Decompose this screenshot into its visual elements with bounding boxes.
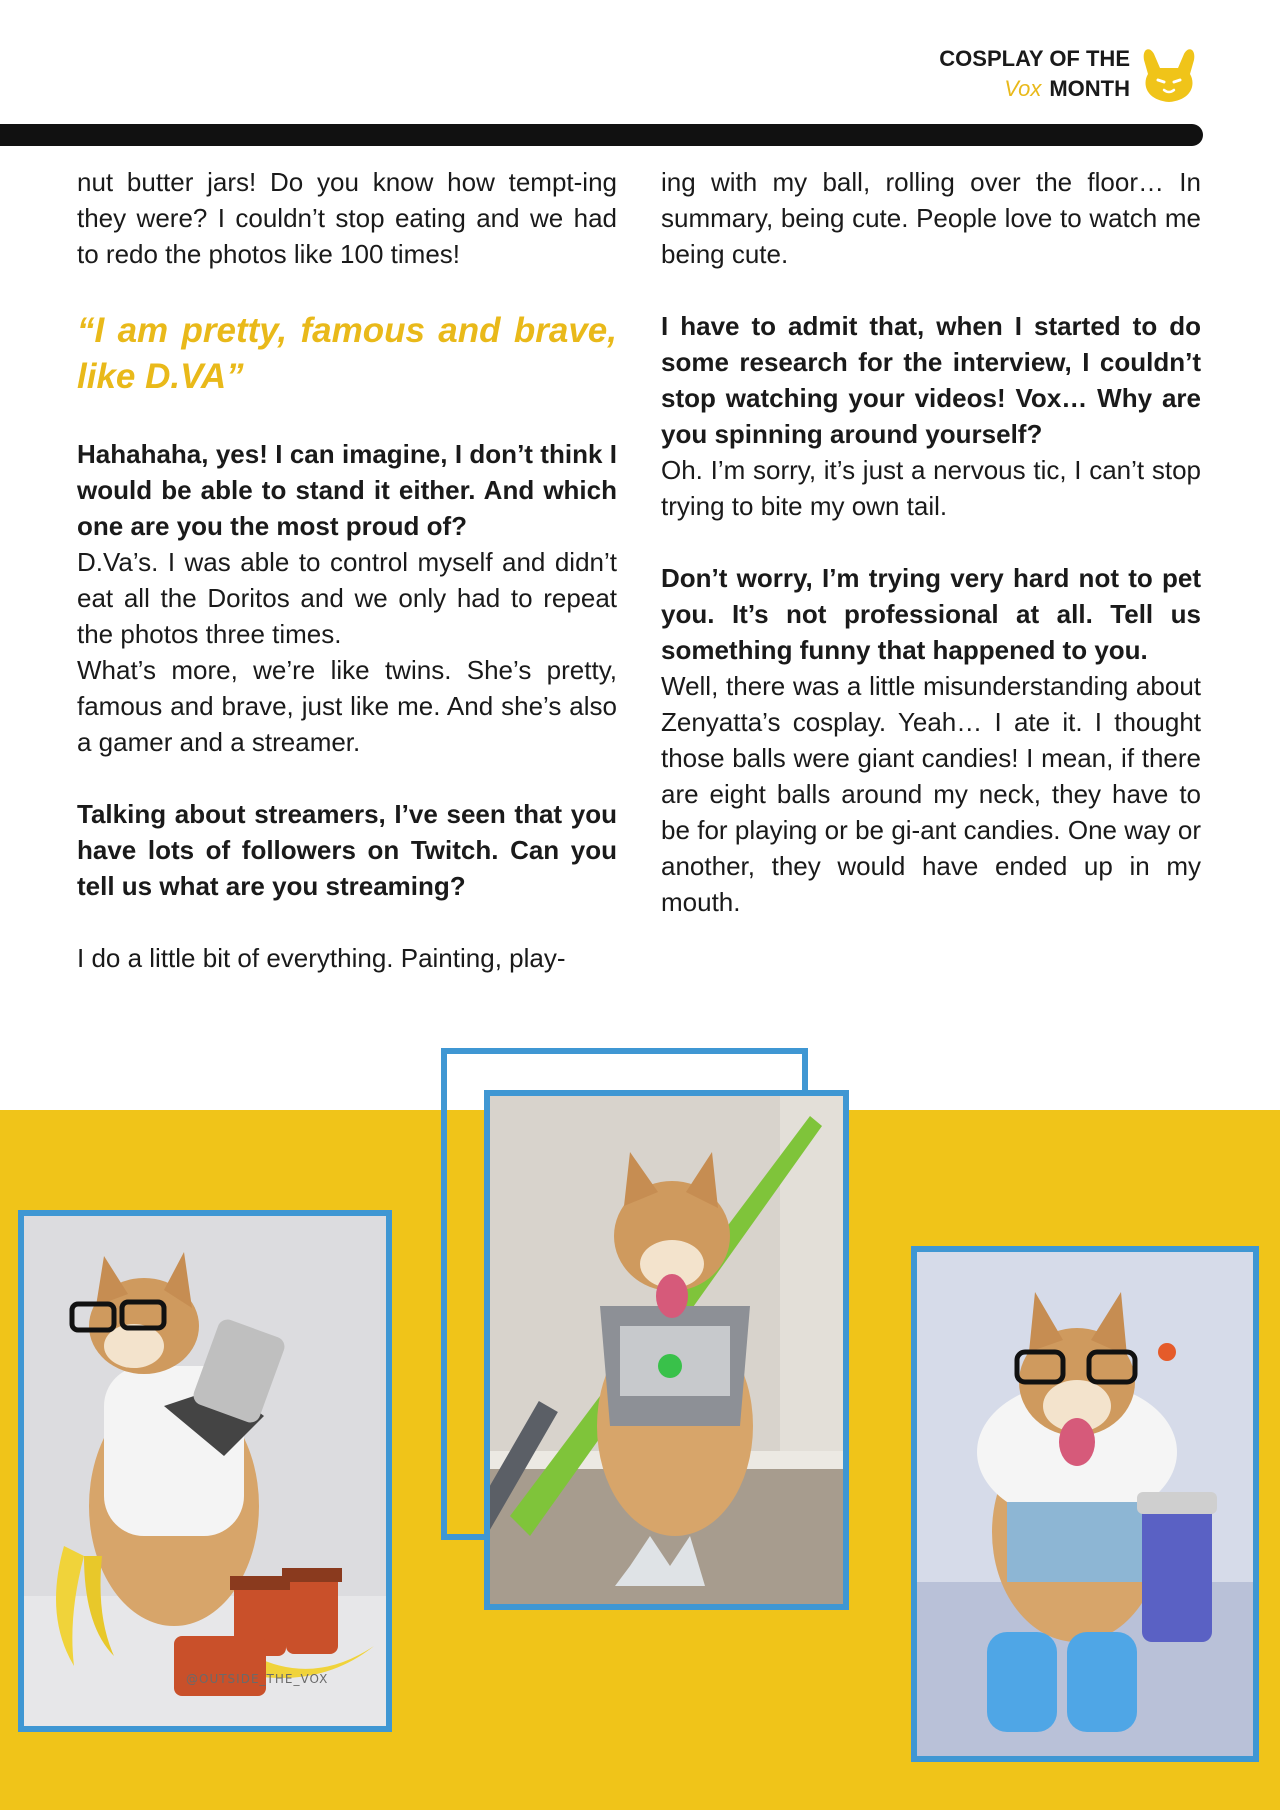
right-column: [661, 164, 1201, 920]
answer-spinning: Oh. I’m sorry, it’s just a nervous tic, I can’t stop trying to bite my own tail.: [661, 455, 1201, 521]
pull-quote: “I am pretty, famous and brave, like D.VA”: [77, 311, 617, 396]
photo-credit: @OUTSIDE_THE_VOX: [186, 1672, 329, 1686]
left-paragraph-1: nut butter jars! Do you know how tempt-ing they were? I couldn’t stop eating and we had to redo the photos like 100 times!: [77, 167, 617, 269]
right-paragraph-1: ing with my ball, rolling over the floor… In summary, being cute. People love to watch me being cute.: [661, 167, 1201, 269]
bunny-logo-icon: [1136, 46, 1202, 106]
header-rule: [0, 124, 1203, 146]
answer-proud-2: What’s more, we’re like twins. She’s pretty, famous and brave, just like me. And she’s also a gamer and a streamer.: [77, 655, 617, 757]
question-proud: Hahahaha, yes! I can imagine, I don’t think I would be able to stand it either. And which one are you the most proud of?: [77, 439, 617, 541]
header-month: MONTH: [1049, 76, 1130, 101]
answer-streaming: I do a little bit of everything. Painting, play-: [77, 943, 566, 973]
answer-proud-1: D.Va’s. I was able to control myself and didn’t eat all the Doritos and we only had to repeat the photos three times.: [77, 547, 617, 649]
photo-dva-cosplay: [18, 1210, 392, 1732]
header-vox: Vox: [1004, 76, 1042, 101]
answer-funny: Well, there was a little misunderstanding about Zenyatta’s cosplay. Yeah… I ate it. I thought those balls were giant candies! I mean, if there are eight balls around my neck, they have to be for playing or be gi-ant candies. One way or another, they would have ended up in my mouth.: [661, 671, 1201, 917]
question-streaming: Talking about streamers, I’ve seen that you have lots of followers on Twitch. Can you tell us what are you streaming?: [77, 799, 617, 901]
photo-genji-cosplay: [484, 1090, 849, 1610]
left-column: [77, 164, 617, 976]
question-spinning: I have to admit that, when I started to do some research for the interview, I couldn’t stop watching your videos! Vox… Why are you spinning around yourself?: [661, 311, 1201, 449]
section-header: [939, 44, 1130, 104]
photo-mei-cosplay: [911, 1246, 1259, 1762]
header-line1: COSPLAY OF THE: [939, 46, 1130, 71]
question-funny: Don’t worry, I’m trying very hard not to pet you. It’s not professional at all. Tell us something funny that happened to you.: [661, 563, 1201, 665]
